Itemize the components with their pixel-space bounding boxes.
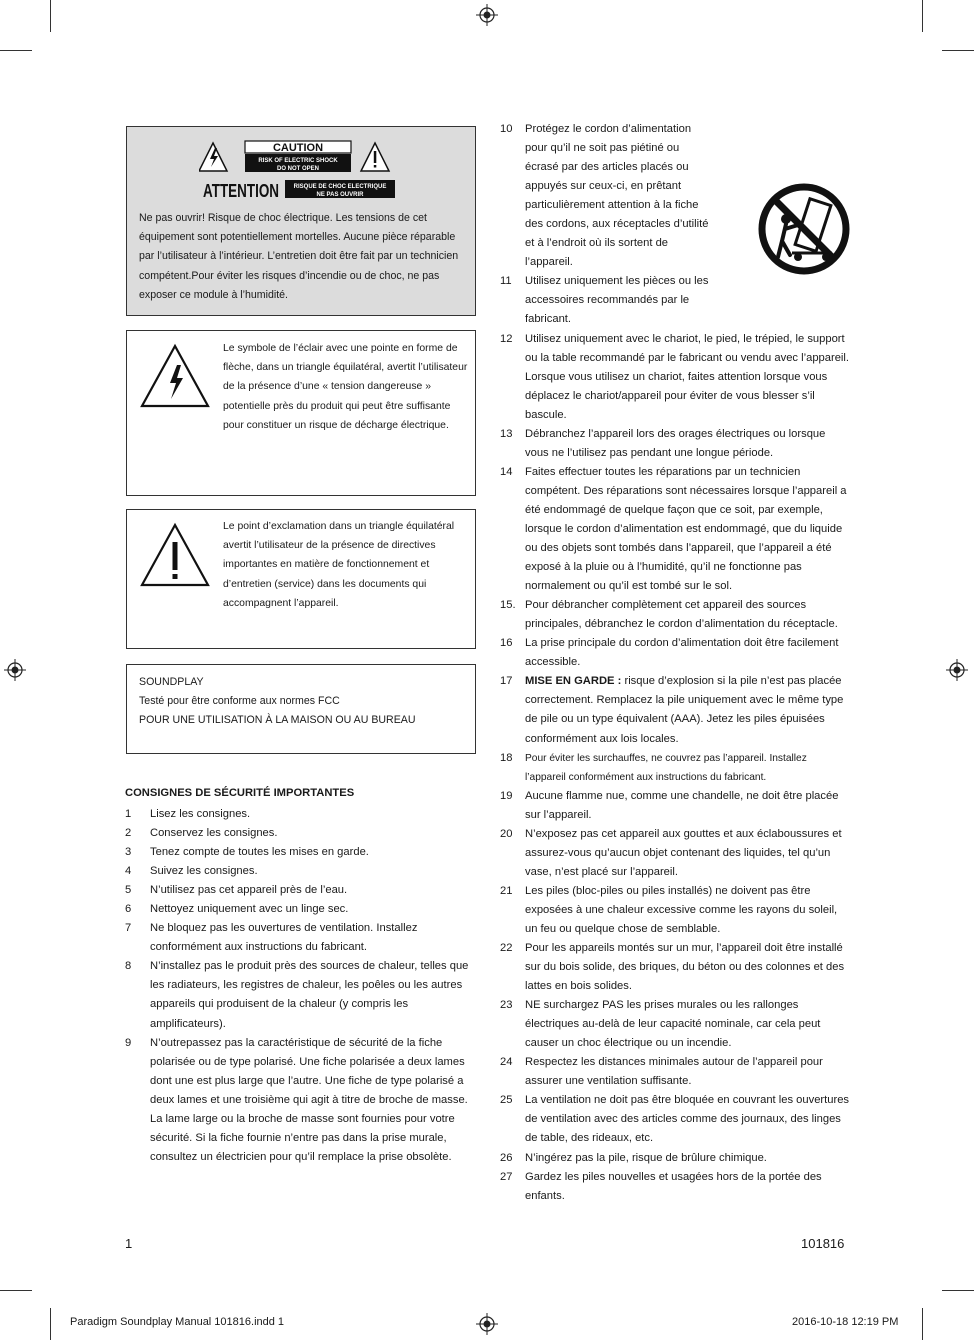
list-item: 18 Pour éviter les surchauffes, ne couvrez pas l’appareil. Installez l’appareil conformément aux instructions du fabricant.	[500, 751, 807, 783]
crop-mark	[942, 1290, 974, 1291]
attention-sub2: NE PAS OUVRIR	[316, 192, 364, 198]
crop-mark	[50, 1308, 51, 1340]
safety-list-right	[500, 120, 850, 1206]
crop-mark	[942, 50, 974, 51]
lightning-symbol-box	[126, 330, 476, 496]
list-item: 25 La ventilation ne doit pas être bloquée en couvrant les ouvertures de ventilation avec des articles comme des journaux, des linges de table, des rideaux, etc.	[500, 1094, 850, 1145]
list-item: 11 Utilisez uniquement les pièces ou les accessoires recommandés par le fabricant.	[500, 275, 709, 326]
slug-timestamp: 2016-10-18 12:19 PM	[792, 1316, 899, 1328]
list-item: 27 Gardez les piles nouvelles et usagées hors de la portée des enfants.	[500, 1170, 822, 1202]
crop-mark	[0, 50, 32, 51]
list-item: 26 N’ingérez pas la pile, risque de brûlure chimique.	[500, 1151, 767, 1164]
caution-title: CAUTION	[272, 142, 324, 154]
registration-mark-icon	[476, 1313, 498, 1335]
list-item: 1 Lisez les consignes.	[125, 808, 251, 820]
lightning-text: Le symbole de l’éclair avec une pointe en forme de flèche, dans un triangle équilatéral, avertit l’utilisateur de la présence d’une « tension dangereuse » potentielle près du produit qui peut être suffisante pour constituer un risque de décharge électrique.	[223, 343, 468, 431]
caution-box	[126, 126, 476, 316]
safety-list-left	[125, 805, 475, 1167]
lightning-triangle-icon	[139, 343, 211, 409]
document-number: 101816	[801, 1236, 845, 1251]
list-item: 9 N’outrepassez pas la caractéristique de sécurité de la fiche polarisée ou de type polarisé. Une fiche polarisée a deux lames dont une est plus large que l’autre. Une fiche de type polarisé a deux lames et une troisième qui agit à titre de broche de masse. La lame large ou la broche de masse sont fournies pour votre sécurité. Si la fiche fournie n’entre pas dans la prise murale, consultez un électricien pour qu’il remplace la prise obsolète.	[125, 1036, 468, 1163]
list-item: 5 N’utilisez pas cet appareil près de l’eau.	[125, 884, 348, 897]
list-item: 17 MISE EN GARDE : risque d’explosion si la pile n’est pas placée correctement. Remplacez la pile uniquement avec le même type de pile ou un type équivalent (AAA). Jetez les piles épuisées conformément aux lois locales.	[500, 675, 844, 745]
registration-mark-icon	[4, 659, 26, 681]
exclamation-symbol-box	[126, 509, 476, 649]
attention-title: ATTENTION	[203, 181, 279, 201]
slug-filename: Paradigm Soundplay Manual 101816.indd 1	[70, 1316, 285, 1328]
list-item: 12 Utilisez uniquement avec le chariot, le pied, le trépied, le support ou la table recommandé par le fabricant ou vendu avec l’appareil. Lorsque vous utilisez un chariot, faites attention lorsque vous déplacez le chariot/appareil pour éviter de vous blesser s’il bascule.	[500, 332, 850, 421]
registration-mark-icon	[476, 4, 498, 26]
list-item: 23 NE surchargez PAS les prises murales ou les rallonges électriques au-delà de leur capacité nominale, car cela peut causer un choc électrique ou un incendie.	[500, 999, 821, 1050]
list-item: 16 La prise principale du cordon d’alimentation doit être facilement accessible.	[500, 637, 839, 669]
crop-mark	[922, 1308, 923, 1340]
safety-heading: CONSIGNES DE SÉCURITÉ IMPORTANTES	[125, 787, 355, 799]
list-item: 20 N’exposez pas cet appareil aux gouttes et aux éclaboussures et assurez-vous qu’aucun objet contenant des liquides, tel qu’un vase, n’est placé sur l’appareil.	[500, 827, 842, 878]
fcc-product: SOUNDPLAY	[139, 676, 204, 688]
list-item: 10 Protégez le cordon d’alimentation pour qu’il ne soit pas piétiné ou écrasé par des articles placés ou appuyés sur ceux-ci, en prêtant particulièrement attention à la fiche des cordons, aux réceptacles d’utilité et à l’endroit où ils sortent de l’appareil.	[500, 123, 709, 269]
list-item: 3 Tenez compte de toutes les mises en garde.	[125, 846, 369, 859]
list-item: 21 Les piles (bloc-piles ou piles installés) ne doivent pas être exposées à une chaleur excessive comme les rayons du soleil, un feu ou quelque chose de semblable.	[500, 884, 838, 935]
attention-sub1: RISQUE DE CHOC ELECTRIQUE	[293, 184, 387, 190]
list-item: 24 Respectez les distances minimales autour de l’appareil pour assurer une ventilation suffisante.	[500, 1056, 823, 1088]
list-item: 7 Ne bloquez pas les ouvertures de ventilation. Installez conformément aux instructions du fabricant.	[125, 922, 418, 954]
registration-mark-icon	[946, 659, 968, 681]
crop-mark	[922, 0, 923, 32]
list-item: 2 Conservez les consignes.	[125, 827, 278, 840]
caution-sub1: RISK OF ELECTRIC SHOCK	[258, 158, 338, 164]
list-item: 13 Débranchez l’appareil lors des orages électriques ou lorsque vous ne l’utilisez pas pendant une longue période.	[500, 427, 826, 459]
exclamation-text: Le point d’exclamation dans un triangle équilatéral avertit l’utilisateur de la présence de directives importantes en matière de fonctionnement et d’entretien (service) dans les documents qui accompagnent l’appareil.	[223, 521, 455, 609]
fcc-compliance: Testé pour être conforme aux normes FCC	[139, 695, 340, 707]
list-item: 15. Pour débrancher complètement cet appareil des sources principales, débranchez le cordon d’alimentation du réceptacle.	[500, 599, 838, 631]
caution-sub2: DO NOT OPEN	[276, 166, 320, 172]
list-item: 14 Faites effectuer toutes les réparations par un technicien compétent. Des réparations sont nécessaires lorsque l’appareil a été endommagé de quelque façon que ce soit, par exemple, lorsque le cordon d’alimentation est endommagé, que du liquide ou des objets sont tombés dans l’appareil, que l’appareil a été exposé à la pluie ou à l’humidité, qu’il ne fonctionne pas normalement ou qu’il est tombé sur le sol.	[500, 465, 847, 593]
fcc-box	[126, 664, 476, 754]
exclamation-triangle-icon	[139, 522, 211, 588]
caution-label-icon	[199, 139, 399, 201]
list-item: 4 Suivez les consignes.	[125, 865, 258, 878]
list-item: 8 N’installez pas le produit près des sources de chaleur, telles que les radiateurs, les registres de chaleur, les poêles ou les autres appareils qui produisent de la chaleur (y compris les amplificateurs).	[125, 960, 469, 1030]
fcc-usage: POUR UNE UTILISATION À LA MAISON OU AU BUREAU	[139, 714, 416, 726]
warning-label: MISE EN GARDE :	[525, 675, 622, 688]
list-item: 22 Pour les appareils montés sur un mur, l’appareil doit être installé sur du bois solide, des briques, du béton ou des colonnes et des lattes en bois solides.	[500, 942, 845, 993]
list-item: 19 Aucune flamme nue, comme une chandelle, ne doit être placée sur l’appareil.	[500, 789, 839, 821]
caution-text: Ne pas ouvrir! Risque de choc électrique. Les tensions de cet équipement sont potentiellement mortelles. Aucune pièce réparable par l’utilisateur à l’intérieur. L’entretien doit être fait par un technicien compétent.Pour éviter les risques d’incendie ou de choc, ne pas exposer ce module à l’humidité.	[139, 212, 459, 301]
crop-mark	[50, 0, 51, 32]
list-item: 6 Nettoyez uniquement avec un linge sec.	[125, 903, 349, 916]
crop-mark	[0, 1290, 32, 1291]
page-number: 1	[125, 1236, 133, 1251]
